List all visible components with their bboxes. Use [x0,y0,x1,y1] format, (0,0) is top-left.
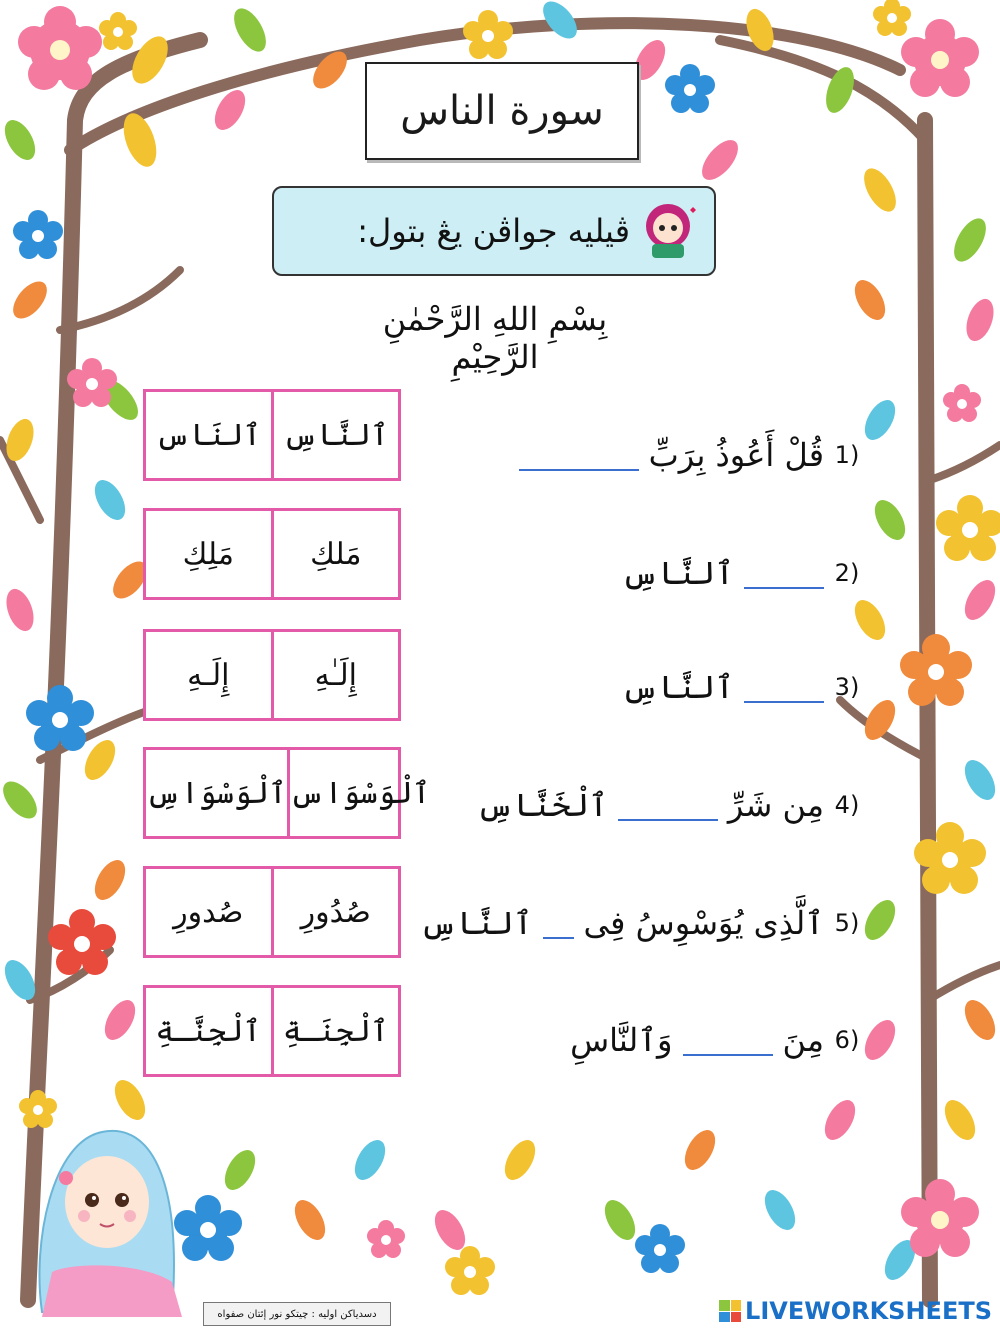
option-right[interactable]: صُدُورِ [271,869,399,955]
option-row-2 [143,508,401,600]
question-number: 2) [834,559,860,587]
liveworksheets-brand [719,1297,992,1325]
option-row-5 [143,866,401,958]
question-6 [420,1005,860,1075]
answer-blank[interactable] [744,671,824,703]
credit-label: دسدياكن اوليه : چيتكو نور إئتان صفواه [203,1302,391,1326]
girl-hijab-illustration [22,1122,202,1322]
question-text-before: ٱلَّذِى يُوَسْوِسُ فِى [583,904,824,942]
liveworksheets-logo-icon [719,1300,741,1322]
question-text-after: ٱلْخَنَّاسِ [476,786,608,824]
answer-blank[interactable] [543,907,574,939]
answer-blank[interactable] [683,1024,773,1056]
question-text-before: مِن شَرِّ [727,786,824,824]
option-right[interactable]: ٱلنَّاسِ [271,392,399,478]
option-right[interactable]: إِلَـٰهِ [271,632,399,718]
page-title: سورة الناس [400,88,604,134]
question-number: 5) [834,909,860,937]
question-number: 1) [834,441,860,469]
option-row-6 [143,985,401,1077]
question-text-after: ٱلنَّاسِ [621,668,734,706]
option-left[interactable]: ٱلْوَسْوَاسِ [146,775,287,811]
option-left[interactable]: ٱلنَاس [155,417,261,453]
answer-blank[interactable] [744,557,824,589]
question-2 [420,538,860,608]
bismillah: بِسْمِ اللهِ الرَّحْمٰنِ الرَّحِيْمِ [382,300,608,376]
question-1 [420,420,860,490]
option-row-1 [143,389,401,481]
option-left[interactable]: ٱلْجِنَّـةِ [155,1013,261,1049]
answer-blank[interactable] [519,439,639,471]
option-left[interactable]: إِلَـهِ [187,657,230,693]
question-4 [420,770,860,840]
question-text-before: مِنَ [782,1021,824,1059]
title-box [365,62,639,160]
question-5 [420,888,860,958]
question-text-before: قُلْ أَعُوذُ بِرَبِّ [648,436,824,474]
option-row-3 [143,629,401,721]
option-row-4 [143,747,431,839]
instruction-text: ڤيليه جواڤن يڠ بتول: [357,212,630,250]
option-right[interactable]: ٱلْجِنَـةِ [271,988,399,1074]
option-left[interactable]: صُدورِ [173,894,244,930]
option-left[interactable]: مَلِكِ [182,536,234,572]
answer-blank[interactable] [618,789,718,821]
option-right[interactable]: ٱلْوَسْوَاس [287,750,431,836]
girl-reading-icon [638,200,698,262]
question-3 [420,652,860,722]
question-number: 6) [834,1026,860,1054]
question-number: 3) [834,673,860,701]
question-text-after: وَٱلنَّاسِ [570,1021,673,1059]
question-number: 4) [834,791,860,819]
brand-text: LIVEWORKSHEETS [745,1297,992,1325]
question-text-after: ٱلنَّاسِ [621,554,734,592]
question-text-after: ٱلنَّاسِ [420,904,533,942]
instruction-box [272,186,716,276]
option-right[interactable]: مَلكِ [271,511,399,597]
